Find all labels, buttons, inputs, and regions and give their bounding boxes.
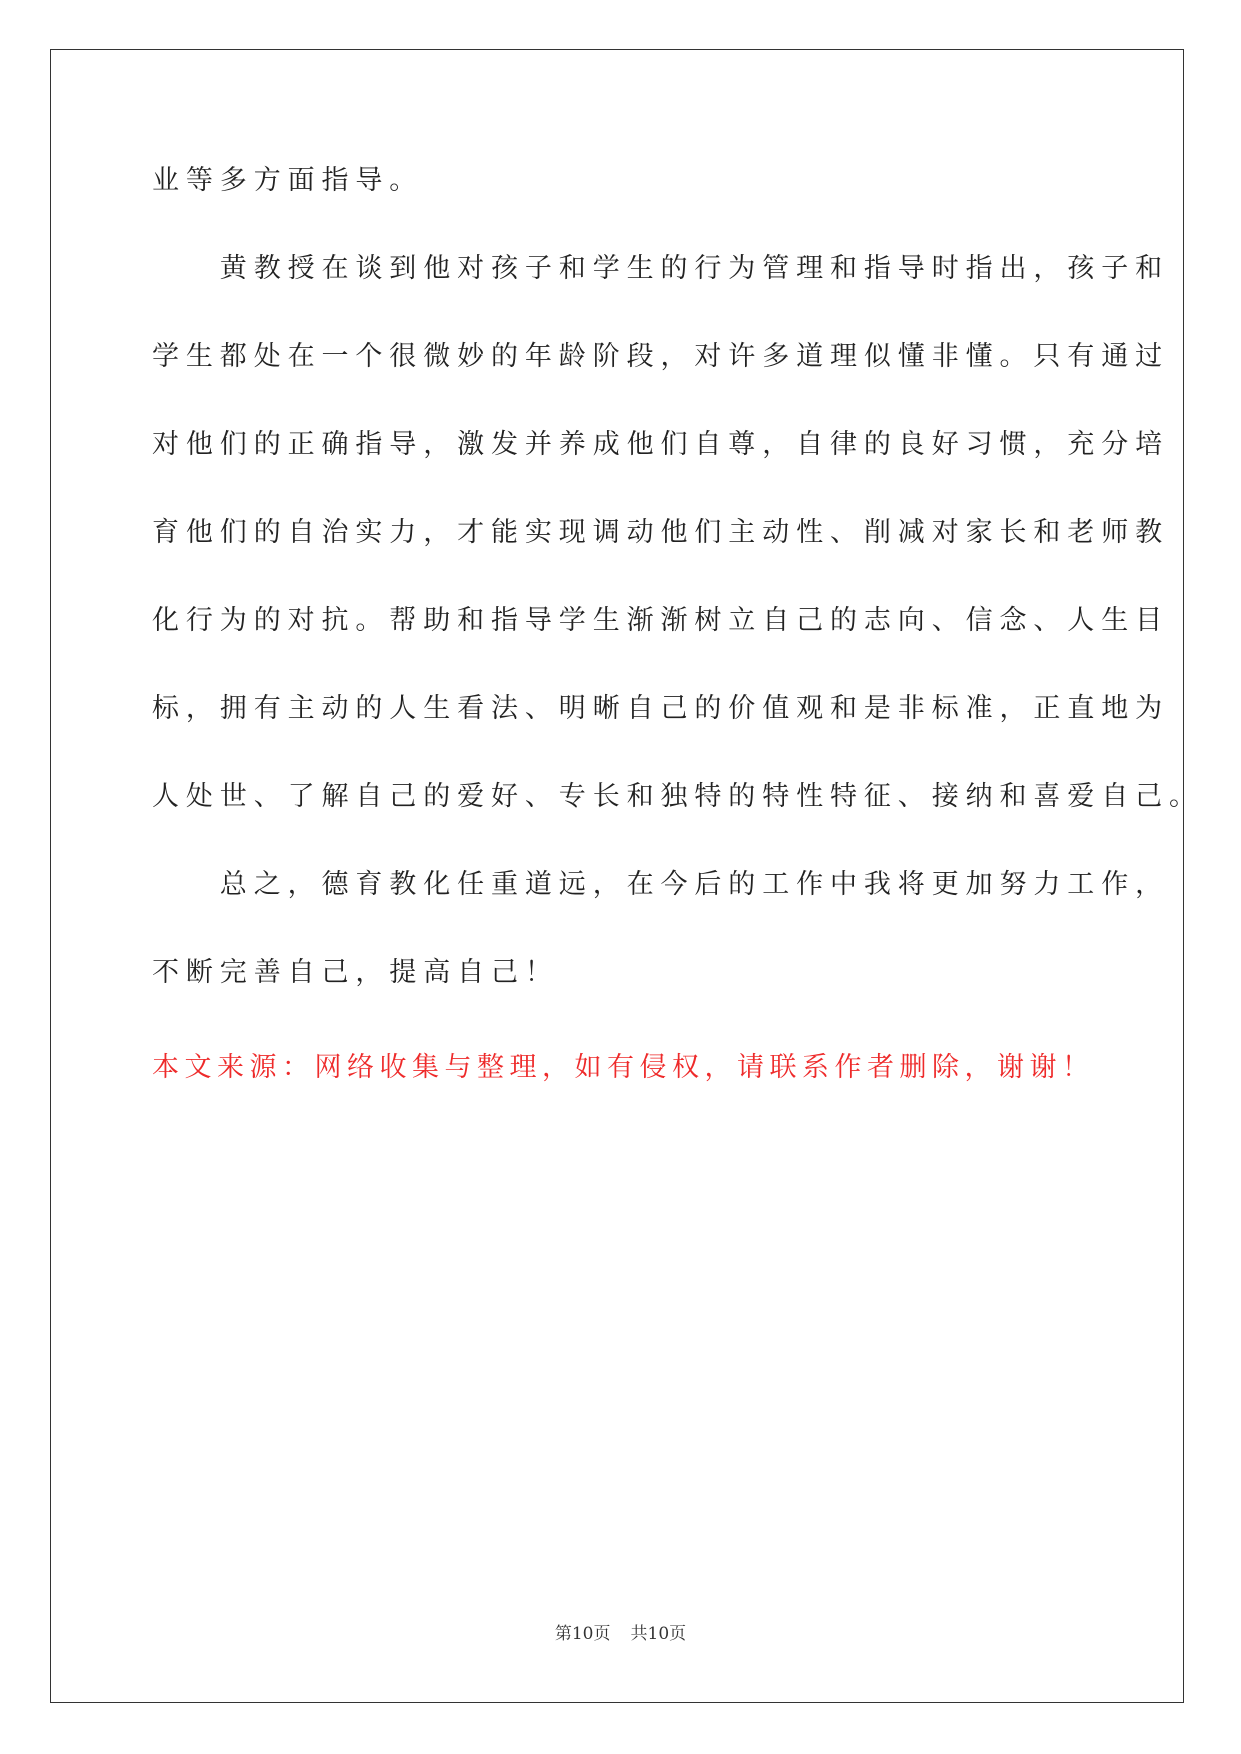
body-line: 化行为的对抗。帮助和指导学生渐渐树立自己的志向、信念、人生目 bbox=[152, 605, 1169, 636]
total-pages-label: 共10页 bbox=[630, 1624, 687, 1644]
page-footer bbox=[0, 1623, 1241, 1645]
source-note: 本文来源：网络收集与整理，如有侵权，请联系作者删除，谢谢！ bbox=[152, 1052, 1095, 1083]
body-line: 不断完善自己，提高自己！ bbox=[152, 957, 559, 988]
body-line: 黄教授在谈到他对孩子和学生的行为管理和指导时指出，孩子和 bbox=[152, 253, 1169, 284]
body-line: 育他们的自治实力，才能实现调动他们主动性、削减对家长和老师教 bbox=[152, 517, 1169, 548]
body-line: 业等多方面指导。 bbox=[152, 165, 424, 196]
body-line: 学生都处在一个很微妙的年龄阶段，对许多道理似懂非懂。只有通过 bbox=[152, 341, 1169, 372]
current-page-label: 第10页 bbox=[554, 1624, 611, 1644]
body-line: 对他们的正确指导，激发并养成他们自尊，自律的良好习惯，充分培 bbox=[152, 429, 1169, 460]
body-line: 标，拥有主动的人生看法、明晰自己的价值观和是非标准，正直地为 bbox=[152, 693, 1169, 724]
body-line: 人处世、了解自己的爱好、专长和独特的特性特征、接纳和喜爱自己。 bbox=[152, 781, 1203, 812]
body-line: 总之，德育教化任重道远，在今后的工作中我将更加努力工作， bbox=[152, 869, 1169, 900]
